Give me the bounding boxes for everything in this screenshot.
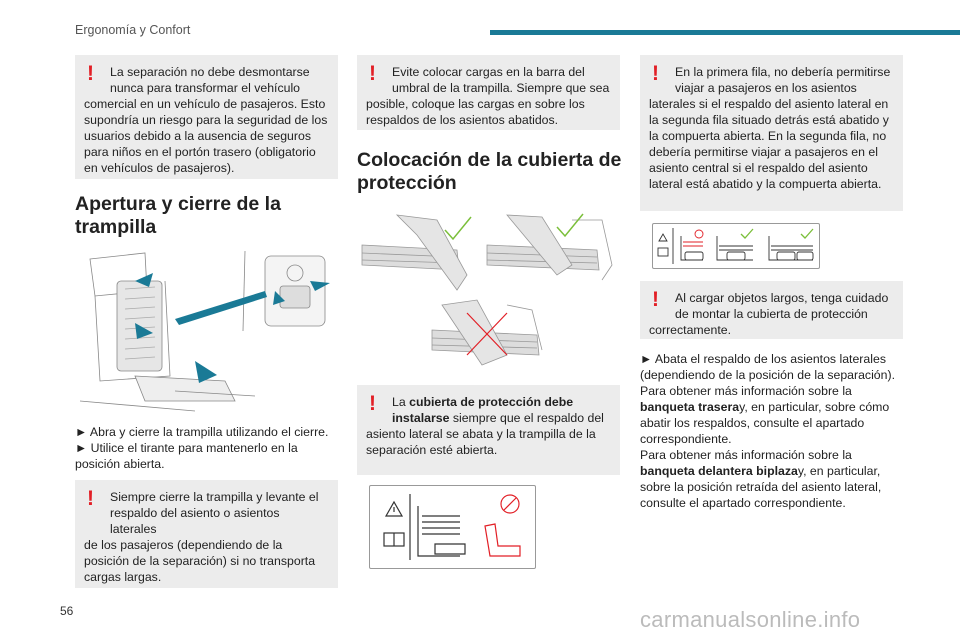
- warning-text-first: Al cargar objetos largos, tenga cuidado de montar la cubierta de protección: [675, 291, 889, 321]
- warning-icon: !: [652, 288, 659, 311]
- warning-text-first: Evite colocar cargas en la barra del umbral de la trampilla. Siempre que sea: [392, 65, 610, 95]
- cover-illustration: [357, 205, 620, 375]
- warning-icon: !: [87, 487, 94, 510]
- instruction-paragraph: ► Abata el respaldo de los asientos laterales (dependiendo de la posición de la separación).: [640, 352, 895, 382]
- warning-text: de los pasajeros (dependiendo de la posición de la separación) si no transporta cargas largas.: [84, 538, 316, 584]
- page-number: 56: [60, 604, 74, 618]
- warning-icon: !: [652, 62, 659, 85]
- trapdoor-drawing: [75, 251, 338, 416]
- warning-text-first: La separación no debe desmontarse nunca para transformar el vehículo: [110, 65, 310, 95]
- warning-text: laterales si el respaldo del asiento lateral en la segunda fila situado detrás está abatido y la compuerta abierta. En la segunda fila, no debería permitirse viajar a pasajeros en el asiento central si el respaldo del asiento lateral está abatido y la compuerta abierta.: [649, 97, 889, 191]
- column-1: [75, 55, 338, 588]
- warning-box: [357, 385, 620, 475]
- step-2: ► Utilice el tirante para mantenerlo en la posición abierta.: [75, 441, 298, 471]
- cover-drawing: [357, 205, 620, 375]
- warning-text-first: Siempre cierre la trampilla y levante el respaldo del asiento o asientos laterales: [110, 490, 319, 536]
- step-1: ► Abra y cierre la trampilla utilizando el cierre.: [75, 425, 329, 439]
- reference-paragraph: Para obtener más información sobre la banqueta traseray, en particular, sobre cómo abatir los respaldos, consulte el apartado correspondiente.: [640, 384, 890, 446]
- warning-text-first: La cubierta de protección debe instalarse siempre que el respaldo del: [392, 395, 604, 425]
- warning-box: [75, 480, 338, 588]
- warning-box: [640, 281, 903, 339]
- warning-box: [357, 55, 620, 130]
- warning-text-first: En la primera fila, no debería permitirse viajar a pasajeros en los asientos: [675, 65, 891, 95]
- seat-configuration-sign: [652, 223, 820, 269]
- reference-paragraph: Para obtener más información sobre la banqueta delantera biplazay, en particular, sobre la posición retraída del asiento lateral, consulte el apartado correspondiente.: [640, 448, 882, 510]
- column-3: [640, 55, 903, 511]
- seat-config-symbols: [653, 224, 819, 268]
- seat-warning-symbols: [370, 486, 535, 568]
- warning-box: [75, 55, 338, 179]
- warning-text: comercial en un vehículo de pasajeros. Esto supondría un riesgo para la seguridad de los usuarios debido a la ausencia de seguros para niños en el portón trasero (obligatorio en vehículos de pasajeros).: [84, 97, 328, 175]
- warning-label-sign: [369, 485, 536, 569]
- section-heading: Apertura y cierre de la trampilla: [75, 193, 281, 238]
- trapdoor-illustration: [75, 251, 338, 416]
- warning-icon: !: [369, 392, 376, 415]
- warning-icon: !: [87, 62, 94, 85]
- warning-text: posible, coloque las cargas en sobre los respaldos de los asientos abatidos.: [366, 97, 585, 127]
- warning-box: [640, 55, 903, 211]
- section-heading: Colocación de la cubierta de protección: [357, 149, 622, 194]
- warning-text: correctamente.: [649, 323, 732, 337]
- watermark: carmanualsonline.info: [640, 607, 861, 632]
- section-title: Ergonomía y Confort: [75, 23, 191, 37]
- warning-icon: !: [369, 62, 376, 85]
- warning-text: asiento lateral se abata y la trampilla de la separación esté abierta.: [366, 427, 596, 457]
- column-2: [357, 55, 620, 569]
- header-accent-bar: [490, 30, 960, 35]
